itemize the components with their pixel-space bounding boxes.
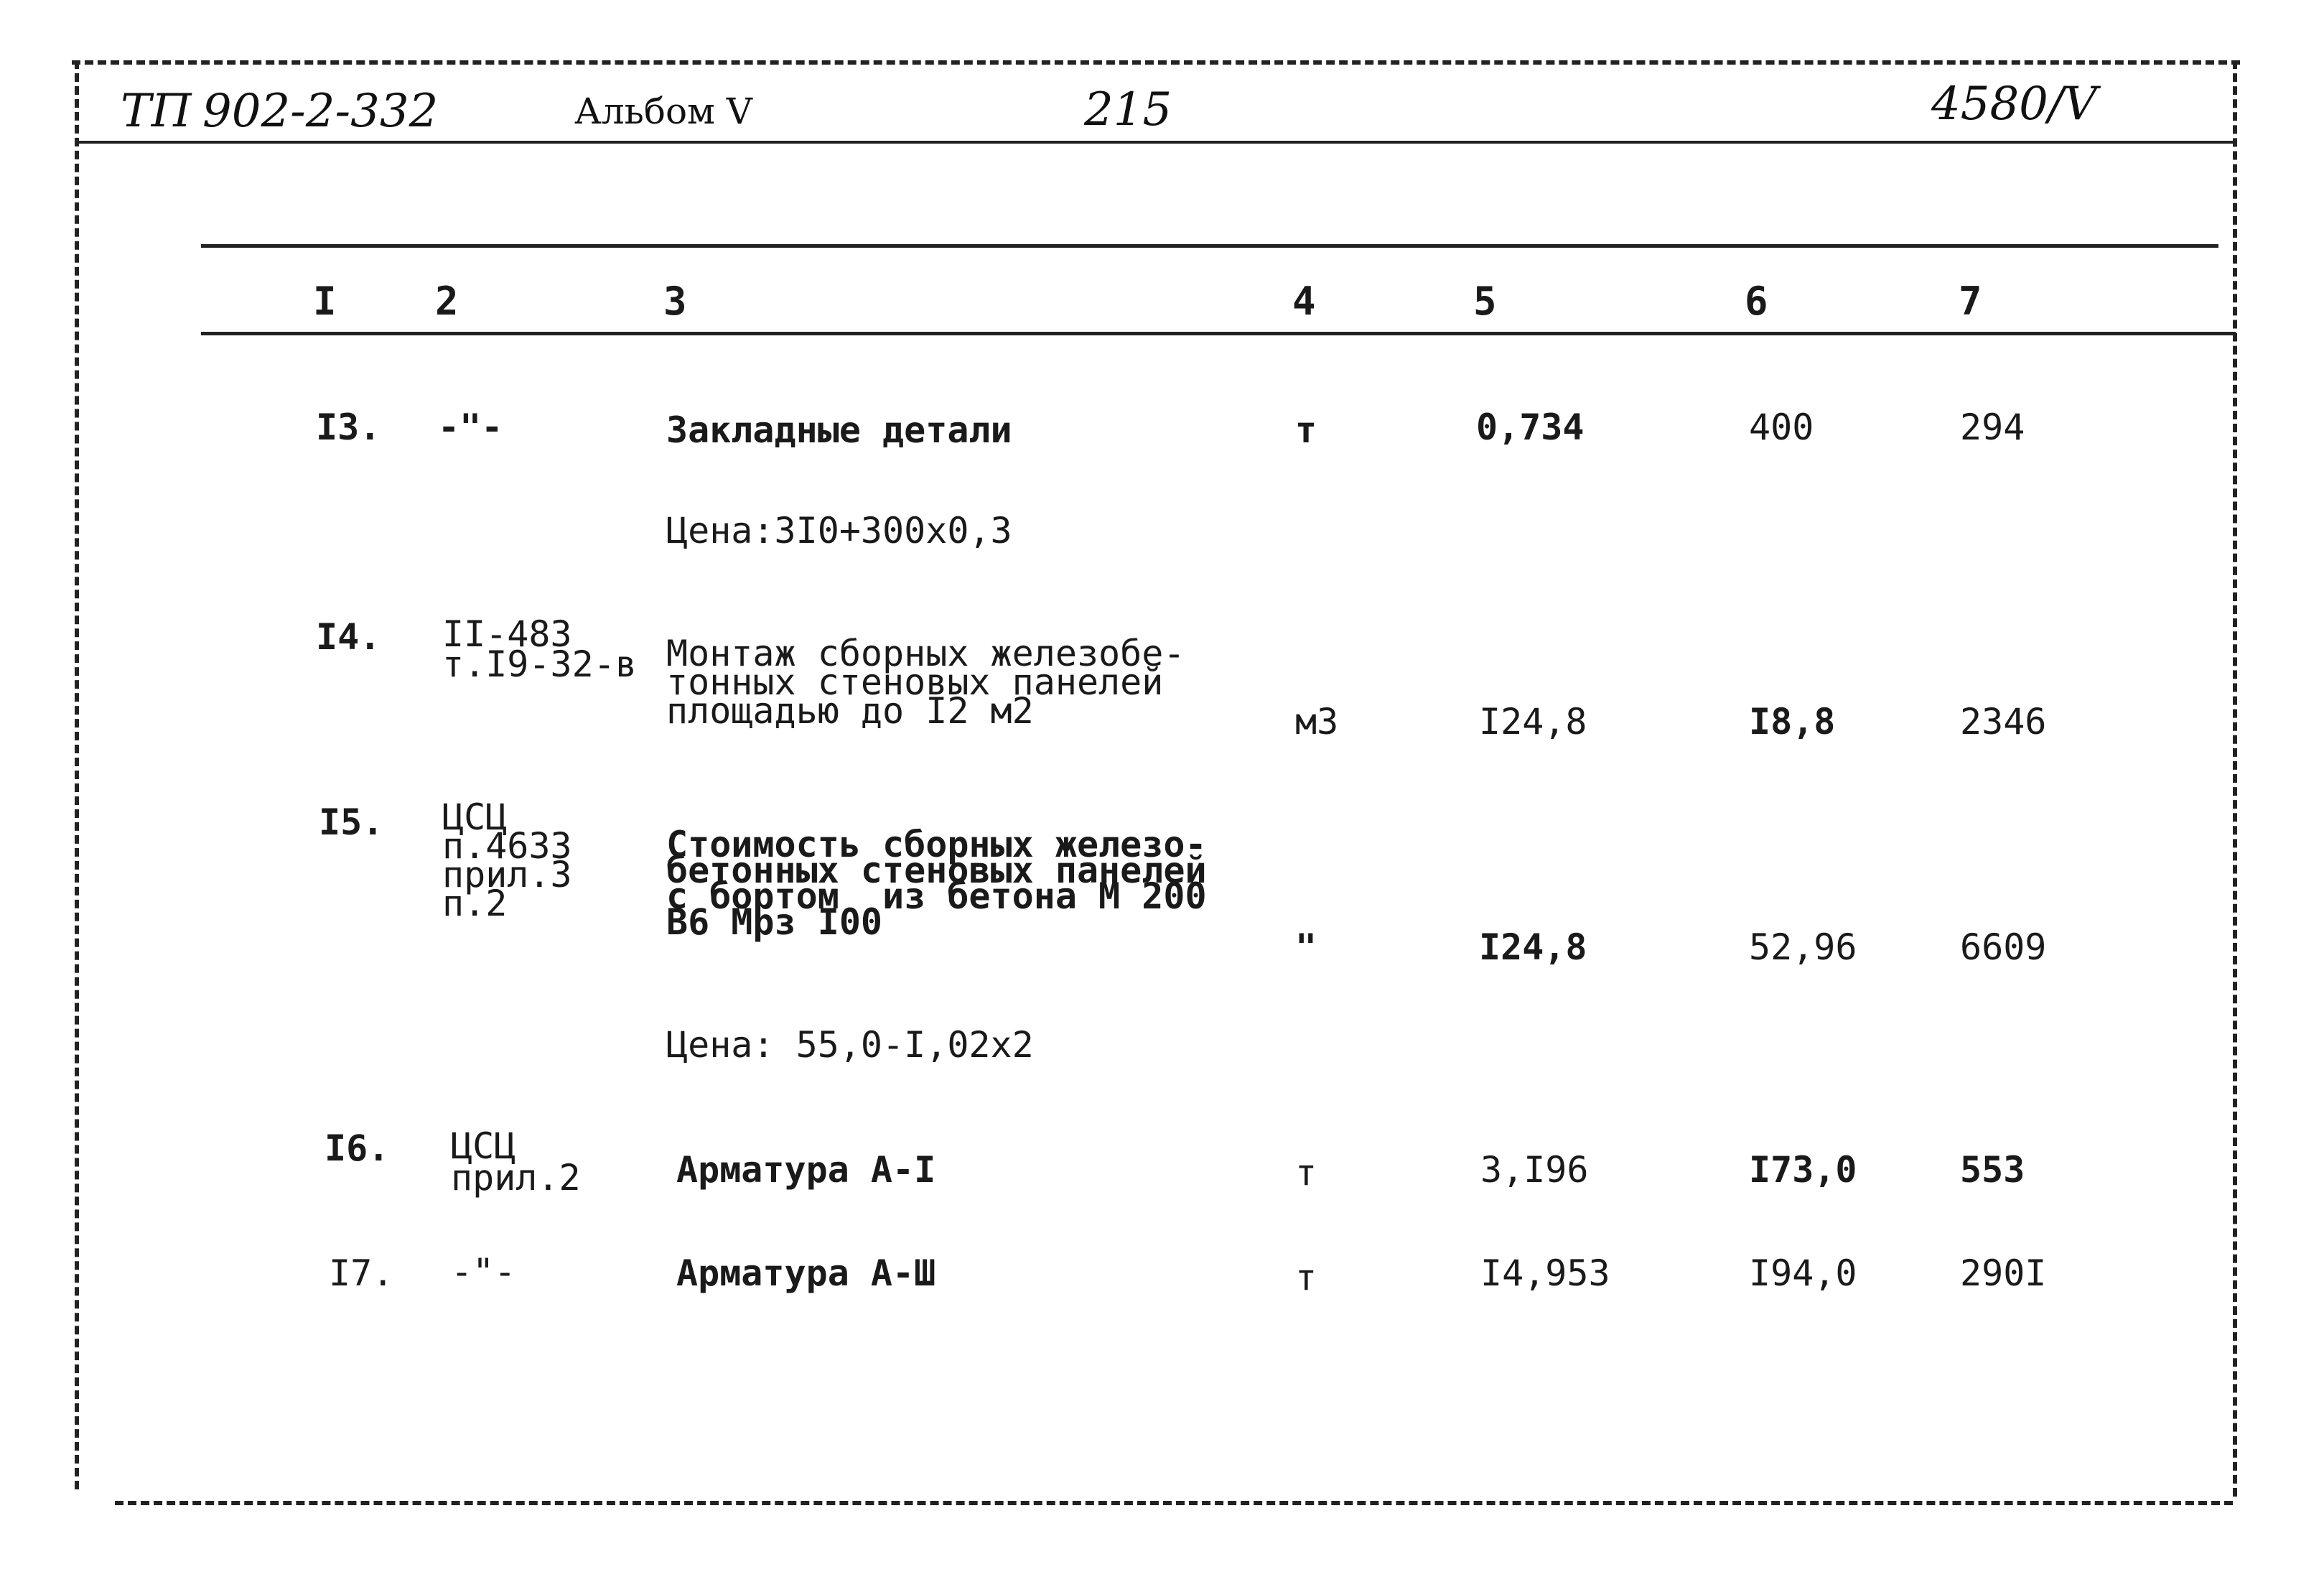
row-description: Арматура А-I	[676, 1149, 936, 1191]
row-quantity: 3,I96	[1480, 1149, 1589, 1191]
row-number: I5.	[319, 801, 384, 843]
row-description: Арматура А-Ш	[676, 1252, 936, 1294]
row-unit: "	[1295, 926, 1317, 968]
row-quantity: I4,953	[1480, 1252, 1610, 1294]
row-description: Монтаж сборных железобе- тонных стеновых панелей площадью до I2 м2	[666, 633, 1185, 732]
column-header-6: 6	[1745, 279, 1768, 324]
page-number: 215	[1084, 83, 1172, 136]
row-number: I3.	[316, 406, 381, 448]
row-number: I4.	[316, 616, 381, 658]
frame-top-border	[72, 60, 2240, 65]
row-quantity: I24,8	[1479, 701, 1587, 743]
row-reference: -"-	[438, 406, 503, 448]
project-code: 902-2-332	[202, 85, 439, 138]
frame-left-border	[75, 60, 79, 1489]
frame-bottom-border	[115, 1501, 2233, 1505]
row-description: Стоимость сборных железо- бетонных стеновых панелей с бортом из бетона М 200 В6 Мрз I00	[666, 824, 1207, 943]
row-unit-price: I73,0	[1749, 1149, 1857, 1191]
row-unit: т	[1295, 1257, 1317, 1298]
row-price-note: Цена:3I0+300х0,3	[666, 510, 1012, 552]
row-number: I7.	[329, 1252, 394, 1294]
row-unit-price: I94,0	[1749, 1252, 1857, 1294]
row-total: 6609	[1960, 926, 2047, 968]
row-unit: т	[1295, 1152, 1317, 1194]
row-total: 553	[1960, 1149, 2025, 1191]
tp-label: ТП	[121, 85, 192, 138]
frame-right-border	[2233, 60, 2237, 1497]
row-total: 2346	[1960, 701, 2047, 743]
row-number: I6.	[325, 1127, 390, 1169]
row-quantity: I24,8	[1479, 926, 1587, 968]
row-unit: т	[1295, 409, 1317, 451]
table-top-rule	[201, 244, 2218, 248]
column-header-7: 7	[1959, 279, 1982, 324]
row-unit: м3	[1295, 701, 1339, 743]
header-rule	[75, 141, 2236, 144]
column-header-5: 5	[1473, 279, 1497, 324]
row-price-note: Цена: 55,0-I,02х2	[666, 1024, 1034, 1066]
row-reference: ЦСЦ прил.2	[451, 1125, 581, 1199]
row-total: 290I	[1960, 1252, 2047, 1294]
table-header-rule	[201, 332, 2236, 335]
album-label: Альбом V	[574, 90, 752, 132]
row-unit-price: 400	[1749, 406, 1814, 448]
column-header-2: 2	[435, 279, 459, 324]
row-reference: ЦСЦ п.4633 прил.3 п.2	[442, 796, 572, 924]
column-header-3: 3	[663, 279, 687, 324]
row-reference: II-483 т.I9-32-в	[442, 613, 637, 685]
column-header-1: I	[313, 279, 337, 324]
sheet-code: 4580/V	[1931, 78, 2097, 131]
row-unit-price: I8,8	[1749, 701, 1836, 743]
column-header-4: 4	[1292, 279, 1316, 324]
row-total: 294	[1960, 406, 2025, 448]
row-description: Закладные детали	[666, 409, 1012, 451]
row-reference: -"-	[451, 1251, 516, 1293]
row-quantity: 0,734	[1476, 406, 1585, 448]
row-unit-price: 52,96	[1749, 926, 1857, 968]
